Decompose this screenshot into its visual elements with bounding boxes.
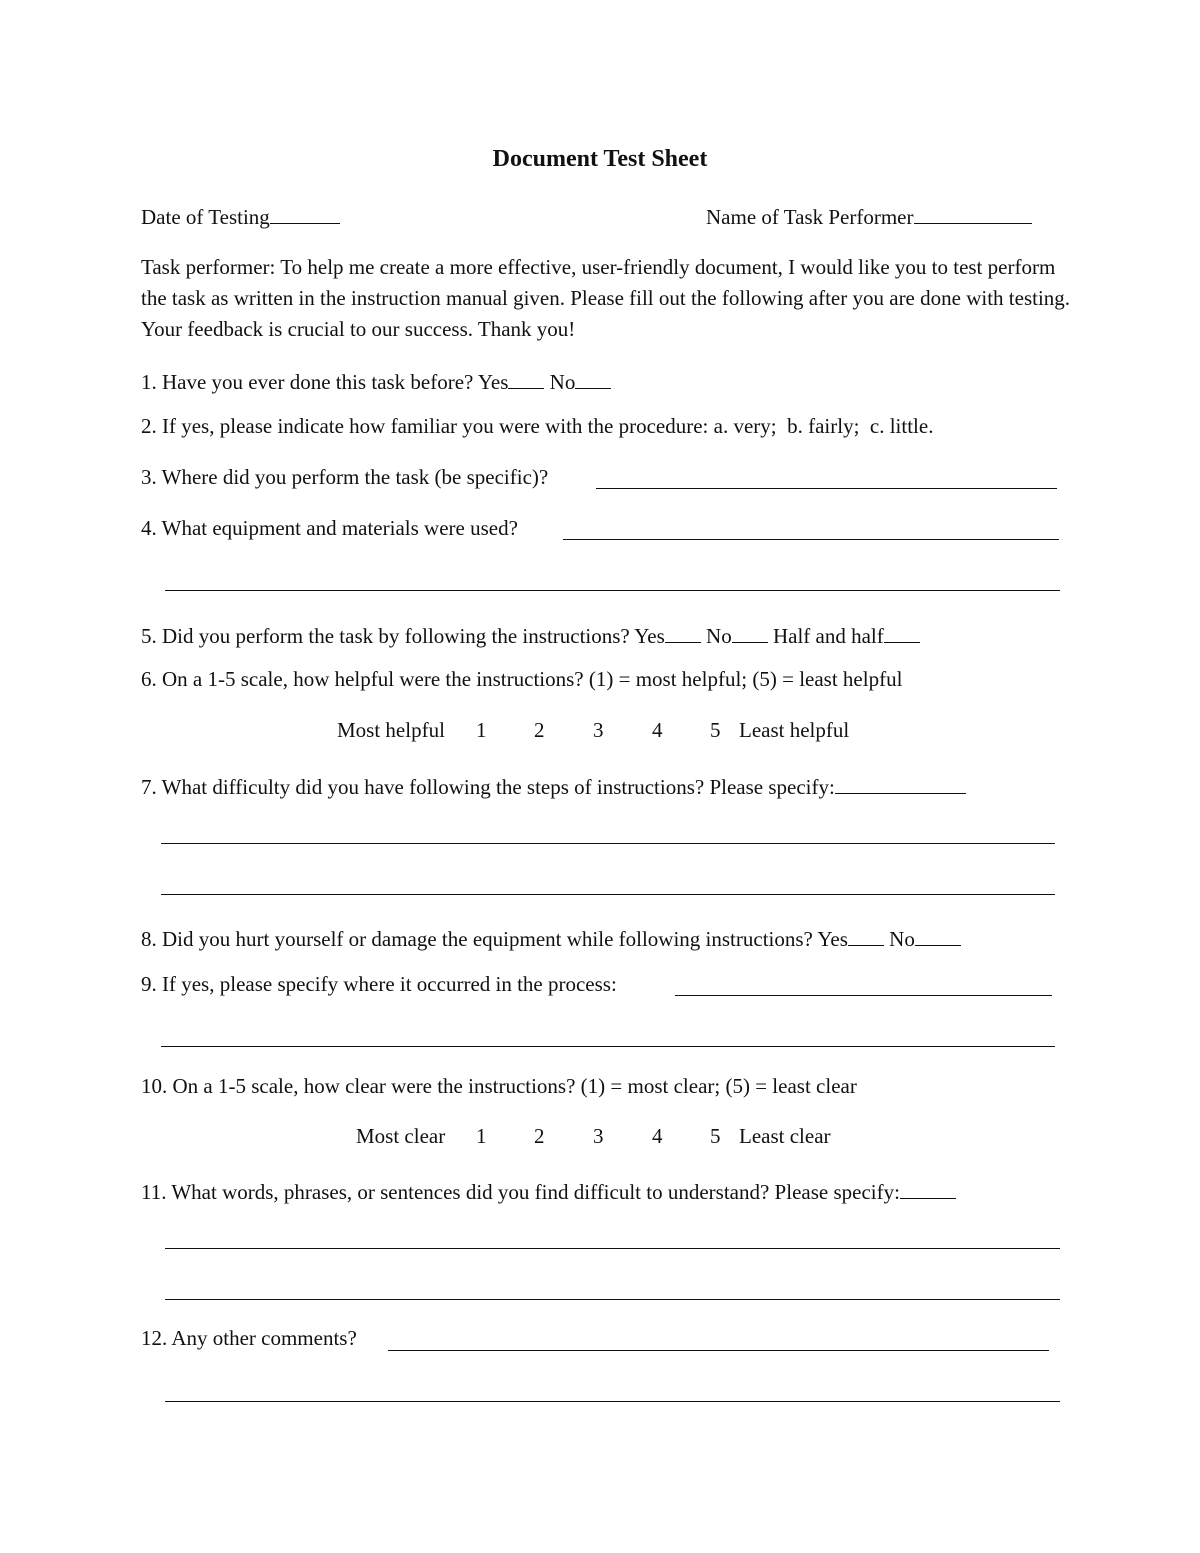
question-4: 4. What equipment and materials were used? [141, 516, 518, 540]
q8-no-blank[interactable] [915, 923, 961, 946]
rating-option-3[interactable]: 3 [593, 1124, 604, 1148]
question-1: 1. Have you ever done this task before? Yes No [141, 366, 611, 393]
rating-option-2[interactable]: 2 [534, 1124, 545, 1148]
rating-option-5[interactable]: 5 [710, 1124, 721, 1148]
q7-answer-line-2[interactable] [161, 894, 1055, 895]
question-6: 6. On a 1-5 scale, how helpful were the instructions? (1) = most helpful; (5) = least helpful [141, 667, 903, 691]
q3-answer-line[interactable] [596, 488, 1057, 489]
rating-option-1[interactable]: 1 [476, 718, 487, 742]
q7-answer-line-1[interactable] [161, 843, 1055, 844]
document-title: Document Test Sheet [492, 146, 708, 172]
question-12: 12. Any other comments? [141, 1326, 357, 1350]
q5-no-blank[interactable] [732, 620, 768, 643]
scale-left-label: Most clear [356, 1124, 446, 1148]
q5-yes-blank[interactable] [665, 620, 701, 643]
scale-left-label: Most helpful [337, 718, 445, 742]
task-performer-name-label: Name of Task Performer [706, 201, 1032, 228]
rating-option-2[interactable]: 2 [534, 718, 545, 742]
q1-no-blank[interactable] [575, 366, 611, 389]
date-of-testing-label: Date of Testing [141, 201, 340, 228]
rating-option-4[interactable]: 4 [652, 718, 663, 742]
q11-blank[interactable] [900, 1176, 956, 1199]
date-blank[interactable] [270, 201, 340, 224]
intro-paragraph: Task performer: To help me create a more effective, user-friendly document, I would like you to test perform the task as written in the instruction manual given. Please fill out the following after you are done with testing. Your feedback is crucial to our success. Thank you! [141, 255, 1071, 341]
question-5: 5. Did you perform the task by following the instructions? Yes No Half and half [141, 620, 920, 647]
rating-option-1[interactable]: 1 [476, 1124, 487, 1148]
q12-answer-line-2[interactable] [165, 1401, 1060, 1402]
q1-yes-blank[interactable] [508, 366, 544, 389]
q7-blank[interactable] [835, 771, 966, 794]
q9-answer-line-2[interactable] [161, 1046, 1055, 1047]
question-7: 7. What difficulty did you have following the steps of instructions? Please specify: [141, 771, 966, 798]
scale-right-label: Least helpful [739, 718, 850, 742]
q9-answer-line[interactable] [675, 995, 1052, 996]
q12-answer-line[interactable] [388, 1350, 1049, 1351]
question-9: 9. If yes, please specify where it occurred in the process: [141, 972, 617, 996]
question-3: 3. Where did you perform the task (be specific)? [141, 465, 549, 489]
rating-option-5[interactable]: 5 [710, 718, 721, 742]
question-11: 11. What words, phrases, or sentences did you find difficult to understand? Please specify: [141, 1176, 956, 1203]
q11-answer-line-2[interactable] [165, 1299, 1060, 1300]
q5-half-blank[interactable] [884, 620, 920, 643]
name-blank[interactable] [914, 201, 1032, 224]
q4-answer-line[interactable] [563, 539, 1059, 540]
q11-answer-line-1[interactable] [165, 1248, 1060, 1249]
q4-answer-line-2[interactable] [165, 590, 1060, 591]
q8-yes-blank[interactable] [848, 923, 884, 946]
question-2: 2. If yes, please indicate how familiar you were with the procedure: a. very; b. fairly; c. little. [141, 414, 934, 438]
question-10: 10. On a 1-5 scale, how clear were the instructions? (1) = most clear; (5) = least clear [141, 1074, 857, 1098]
rating-option-4[interactable]: 4 [652, 1124, 663, 1148]
rating-option-3[interactable]: 3 [593, 718, 604, 742]
question-8: 8. Did you hurt yourself or damage the equipment while following instructions? Yes No [141, 923, 961, 950]
scale-right-label: Least clear [739, 1124, 831, 1148]
